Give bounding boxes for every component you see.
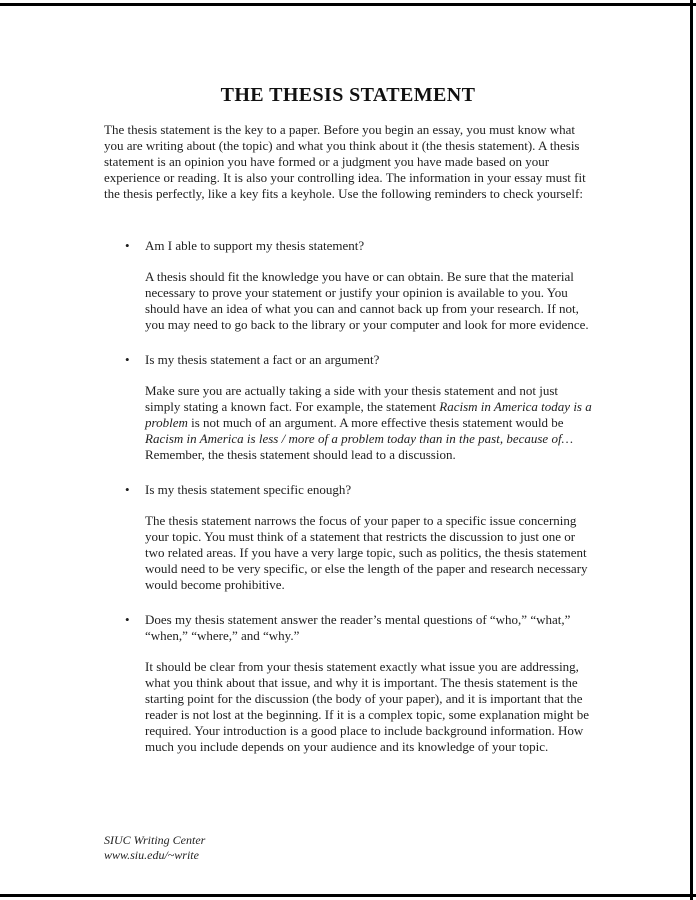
list-item [125,612,596,755]
bullet-body: The thesis statement narrows the focus of your paper to a specific issue concerning your topic. You must think of a statement that restricts the discussion to just one or two related areas. If you have a very large topic, such as politics, the thesis statement would need to be very specific, or else the length of the paper and research necessary would become prohibitive. [145,513,588,592]
bullet-heading: • Is my thesis statement specific enough? [145,482,352,497]
list-item [125,238,596,333]
scan-artifact-bottom-edge [0,894,696,897]
bullet-heading: • Does my thesis statement answer the reader’s mental questions of “who,” “what,” “when,” “where,” and “why.” [145,612,571,643]
list-item [125,482,596,593]
bullet-body [145,383,596,463]
scan-artifact-right-edge [690,0,693,900]
bullet-heading: • Am I able to support my thesis statement? [145,238,365,253]
body-text: is not much of an argument. A more effective thesis statement would be [187,415,564,430]
footer-org-name: SIUC Writing Center [104,833,206,847]
body-text-italic: Racism in America today is a problem [145,399,592,430]
footer-url: www.siu.edu/~write [104,848,199,862]
body-text: Remember, the thesis statement should lead to a discussion. [145,447,456,462]
bullet-body: A thesis should fit the knowledge you have or can obtain. Be sure that the material necessary to prove your statement or justify your opinion is available to you. You should have an idea of what you can and cannot back up from your research. If not, you may need to go back to the library or your computer and look for more evidence. [145,269,589,332]
intro-paragraph: The thesis statement is the key to a paper. Before you begin an essay, you must know what you are writing about (the topic) and what you think about it (the thesis statement). A thesis statement is an opinion you have formed or a judgment you have made based on your experience or reading. It is also your controlling idea. The information in your essay must fit the thesis perfectly, like a key fits a keyhole. Use the following reminders to check yourself: [104,122,586,201]
page-footer [104,833,205,863]
scan-artifact-top-edge [0,3,696,6]
page-title: THE THESIS STATEMENT [220,84,476,106]
reminder-list [104,238,596,755]
body-text: Make sure you are actually taking a side with your thesis statement and not just simply stating a known fact. For example, the statement [145,383,559,414]
bullet-body: It should be clear from your thesis statement exactly what issue you are addressing, what you think about that issue, and why it is important. The thesis statement is the starting point for the discussion (the body of your paper), and it is important that the reader is not lost at the beginning. If it is a complex topic, some explanation might be required. Your introduction is a good place to include background information. How much you include depends on your audience and its knowledge of your topic. [145,659,590,754]
bullet-heading: • Is my thesis statement a fact or an argument? [145,352,380,367]
document-content [104,122,596,755]
body-text-italic: Racism in America is less / more of a problem today than in the past, because of… [145,431,574,446]
list-item [125,352,596,463]
